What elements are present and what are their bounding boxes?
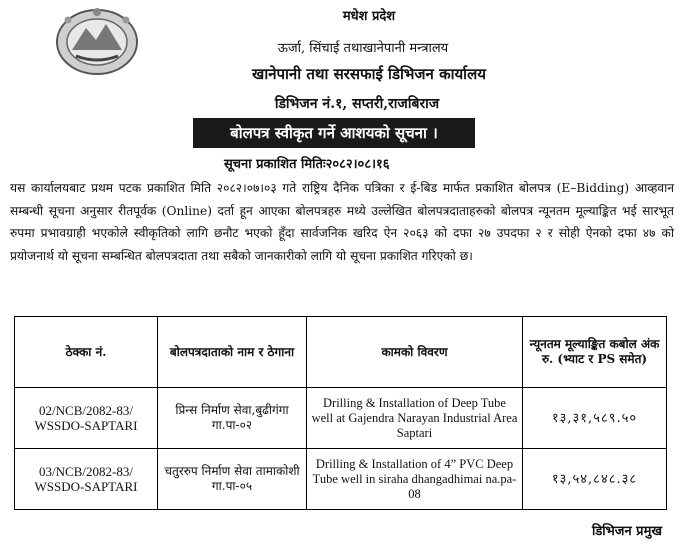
office-name: खानेपानी तथा सरसफाई डिभिजन कार्यालय <box>252 65 486 83</box>
bidder-cell: चतुररुप निर्माण सेवा तामाकोशी गा.पा-०५ <box>158 449 307 510</box>
province-name: मधेश प्रदेश <box>342 9 396 24</box>
contract-no-cell: 03/NCB/2082-83/ WSSDO-SAPTARI <box>15 449 158 510</box>
description-cell: Drilling & Installation of Deep Tube well at Gajendra Narayan Industrial Area Saptari <box>307 388 523 449</box>
header-bidder: बोलपत्रदाताको नाम र ठेगाना <box>158 317 307 388</box>
table-row <box>15 388 667 449</box>
bid-table <box>14 316 667 510</box>
amount-cell: १३,५४,८४८.३८ <box>523 449 667 510</box>
contract-no-cell: 02/NCB/2082-83/ WSSDO-SAPTARI <box>15 388 158 449</box>
notice-title: बोलपत्र स्वीकृत गर्ने आशयको सूचना । <box>193 118 475 148</box>
description-cell: Drilling & Installation of 4” PVC Deep Tube well in siraha dhangadhimai na.pa-08 <box>307 449 523 510</box>
notice-body: यस कार्यालयबाट प्रथम पटक प्रकाशित मिति २०८२।०७।०३ गते राष्ट्रिय दैनिक पत्रिका र ई-बिड मार्फत प्रकाशित बोलपत्र (E–Bidding) आव्हवान सम्बन्धी सूचना अनुसार रीतपूर्वक (Online) दर्ता हून आएका बोलपत्रहरु मध्ये उल्लेखित बोलपत्रदाताहरुको बोलपत्र न्यूनतम मूल्याङ्कित भई सारभूत रुपमा प्रभावग्राही भएकोले स्वीकृतिको लागि छनौट भएको हूँदा सार्वजनिक खरिद ऐन २०६३ को दफा २७ उपदफा २ र सोही ऐनको दफा ४७ को प्रयोजनार्थ यो सूचना सम्बन्धित बोलपत्रदाता तथा सबैको जानकारीको लागि यो सूचना प्रकाशित गरिएको छ। <box>10 181 674 263</box>
table-row <box>15 449 667 510</box>
signature-label: डिभिजन प्रमुख <box>591 524 662 539</box>
publish-date: सूचना प्रकाशित मितिः२०८२।०८।१६ <box>224 157 390 172</box>
bidder-cell: प्रिन्स निर्माण सेवा,बुढीगंगा गा.पा-०२ <box>158 388 307 449</box>
ministry-name: ऊर्जा, सिंचाई तथाखानेपानी मन्त्रालय <box>277 41 449 56</box>
division-name: डिभिजन नं.१, सप्तरी,राजबिराज <box>274 96 440 112</box>
table-header-row <box>15 317 667 388</box>
header-contract-no: ठेक्का नं. <box>15 317 158 388</box>
header-description: कामको विवरण <box>307 317 523 388</box>
header-amount: न्यूनतम मूल्याङ्कित कबोल अंक रु. (भ्याट र PS समेत) <box>523 317 667 388</box>
amount-cell: १३,३१,५८९.५० <box>523 388 667 449</box>
